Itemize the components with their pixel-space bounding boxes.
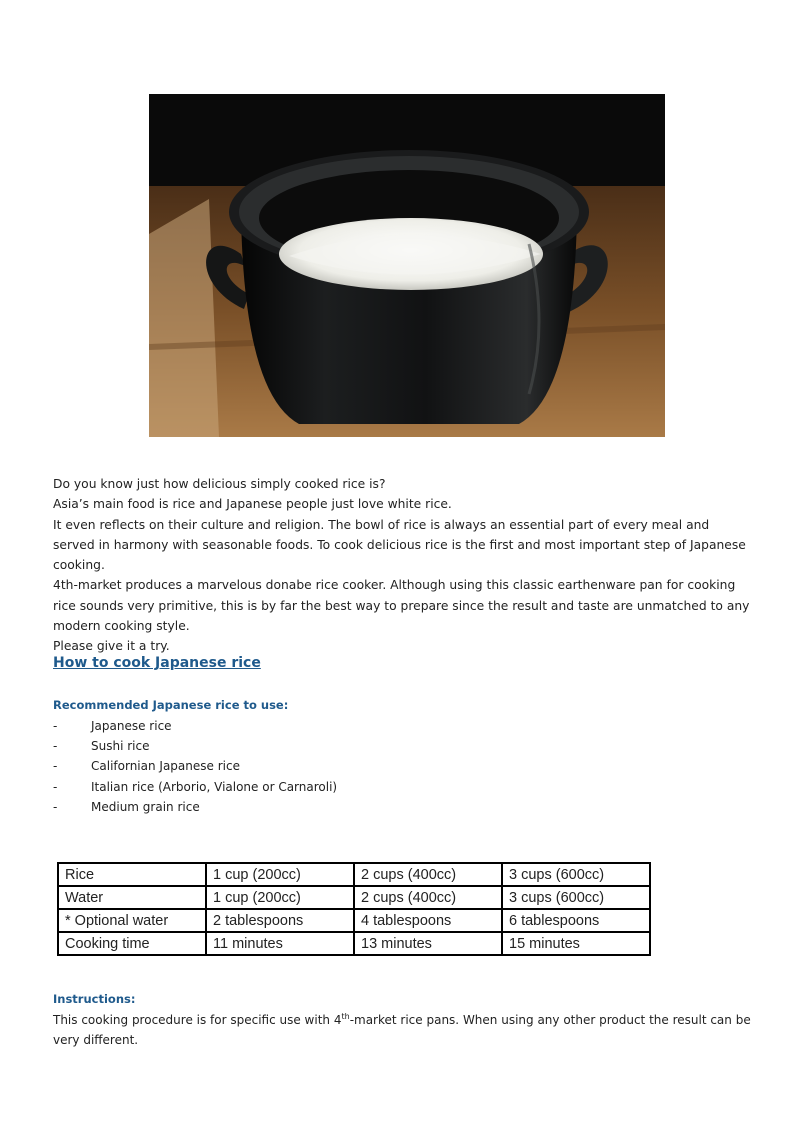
instructions-heading: Instructions:	[53, 992, 136, 1006]
table-cell: 4 tablespoons	[354, 909, 502, 932]
list-item-label: Japanese rice	[91, 719, 172, 733]
table-cell: Cooking time	[58, 932, 206, 955]
rice-type-list	[53, 716, 337, 817]
recommended-rice-heading: Recommended Japanese rice to use:	[53, 698, 289, 712]
instructions-text-part: This cooking procedure is for specific use with 4	[53, 1013, 342, 1027]
intro-text	[53, 474, 753, 657]
intro-line: Please give it a try.	[53, 639, 170, 654]
table-cell: 11 minutes	[206, 932, 354, 955]
table-cell: 3 cups (600cc)	[502, 886, 650, 909]
table-cell: * Optional water	[58, 909, 206, 932]
instructions-text-part: -market rice pans. When using any other product the result can be very different.	[53, 1013, 751, 1048]
intro-line: Asia’s main food is rice and Japanese people just love white rice.	[53, 497, 452, 512]
table-cell: 3 cups (600cc)	[502, 863, 650, 886]
bullet-dash: -	[53, 719, 58, 733]
list-item-label: Californian Japanese rice	[91, 759, 240, 774]
table-row	[58, 932, 650, 955]
donabe-rice-pot-photo	[149, 94, 665, 437]
list-item	[53, 797, 337, 817]
table-row	[58, 863, 650, 886]
bullet-dash: -	[53, 779, 58, 794]
list-item-label: Sushi rice	[91, 739, 150, 754]
table-row	[58, 886, 650, 909]
intro-line: It even reflects on their culture and religion. The bowl of rice is always an essential part of every meal and served in harmony with seasonable foods. To cook delicious rice is the first and most important step of Japanese cooking.	[53, 517, 746, 573]
table-cell: Water	[58, 886, 206, 909]
instructions-text	[53, 1010, 753, 1050]
table-cell: 2 cups (400cc)	[354, 863, 502, 886]
table-cell: 13 minutes	[354, 932, 502, 955]
list-item-label: Italian rice (Arborio, Vialone or Carnaroli)	[91, 779, 338, 794]
table-cell: Rice	[58, 863, 206, 886]
table-cell: 6 tablespoons	[502, 909, 650, 932]
intro-line: 4th-market produces a marvelous donabe rice cooker. Although using this classic earthenware pan for cooking rice sounds very primitive, this is by far the best way to prepare since the result and taste are unmatched to any modern cooking style.	[53, 578, 750, 634]
list-item	[53, 716, 337, 736]
list-item	[53, 756, 337, 776]
instructions-superscript: th	[341, 1012, 350, 1021]
list-item	[53, 736, 337, 756]
table-cell: 1 cup (200cc)	[206, 886, 354, 909]
intro-line: Do you know just how delicious simply cooked rice is?	[53, 477, 386, 491]
bullet-dash: -	[53, 739, 58, 754]
section-heading-how-to-cook: How to cook Japanese rice	[53, 655, 261, 671]
table-cell: 2 tablespoons	[206, 909, 354, 932]
bullet-dash: -	[53, 759, 58, 774]
list-item	[53, 777, 337, 797]
rice-water-ratio-table	[57, 862, 651, 956]
table-cell: 2 cups (400cc)	[354, 886, 502, 909]
table-cell: 1 cup (200cc)	[206, 863, 354, 886]
bullet-dash: -	[53, 799, 58, 814]
table-row	[58, 909, 650, 932]
table-cell: 15 minutes	[502, 932, 650, 955]
list-item-label: Medium grain rice	[91, 799, 200, 814]
